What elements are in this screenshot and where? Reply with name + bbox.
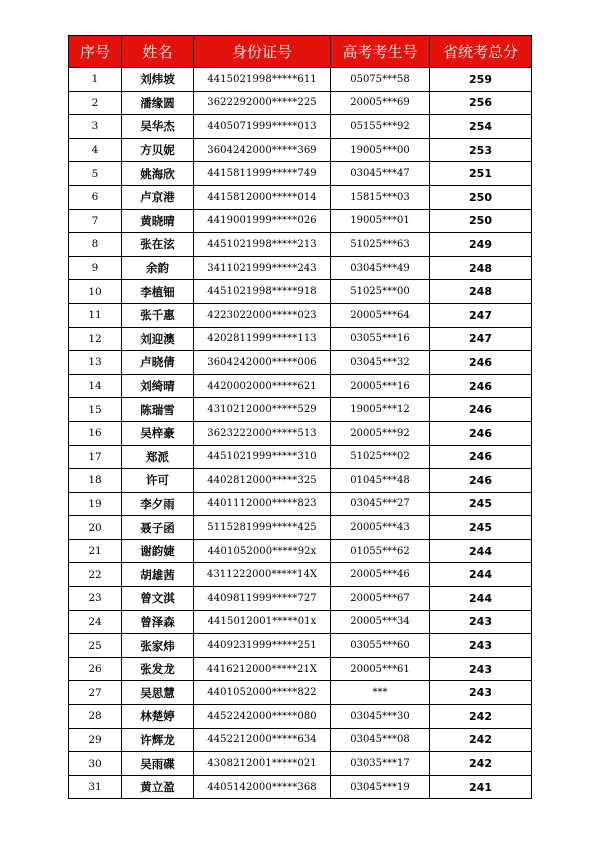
cell-name: 张家炜: [122, 634, 194, 658]
cell-id-card: 3623222000*****513: [194, 421, 331, 445]
cell-name: 黄立盈: [122, 775, 194, 799]
cell-score: 247: [430, 327, 532, 351]
cell-exam-no: 51025***00: [331, 280, 430, 304]
table-header: [69, 36, 532, 68]
cell-exam-no: 20005***64: [331, 303, 430, 327]
table-row: [69, 775, 532, 799]
cell-score: 254: [430, 115, 532, 139]
cell-exam-no: 03045***32: [331, 351, 430, 375]
cell-name: 聂子函: [122, 516, 194, 540]
cell-seq: 5: [69, 162, 122, 186]
cell-seq: 15: [69, 398, 122, 422]
cell-exam-no: 20005***67: [331, 587, 430, 611]
cell-score: 253: [430, 138, 532, 162]
cell-seq: 19: [69, 492, 122, 516]
cell-exam-no: 03045***49: [331, 256, 430, 280]
cell-id-card: 4452242000*****080: [194, 705, 331, 729]
cell-name: 潘缘圆: [122, 91, 194, 115]
cell-seq: 9: [69, 256, 122, 280]
cell-exam-no: 01045***48: [331, 469, 430, 493]
table-row: [69, 752, 532, 776]
cell-exam-no: 05075***58: [331, 68, 430, 92]
cell-seq: 4: [69, 138, 122, 162]
cell-name: 吴雨碟: [122, 752, 194, 776]
cell-id-card: 4409811999*****727: [194, 587, 331, 611]
cell-name: 林楚婷: [122, 705, 194, 729]
score-sheet: [68, 35, 531, 799]
cell-seq: 28: [69, 705, 122, 729]
cell-name: 胡雄茜: [122, 563, 194, 587]
cell-score: 246: [430, 445, 532, 469]
table-row: [69, 398, 532, 422]
cell-id-card: 4451021998*****918: [194, 280, 331, 304]
cell-score: 242: [430, 728, 532, 752]
cell-seq: 18: [69, 469, 122, 493]
cell-exam-no: 19005***00: [331, 138, 430, 162]
cell-name: 张在泫: [122, 233, 194, 257]
cell-score: 256: [430, 91, 532, 115]
cell-id-card: 4402812000*****325: [194, 469, 331, 493]
cell-exam-no: 20005***34: [331, 610, 430, 634]
header-name: 姓名: [122, 36, 194, 68]
cell-seq: 8: [69, 233, 122, 257]
table-row: [69, 115, 532, 139]
cell-score: 243: [430, 657, 532, 681]
cell-seq: 10: [69, 280, 122, 304]
cell-exam-no: 03045***30: [331, 705, 430, 729]
cell-exam-no: 20005***69: [331, 91, 430, 115]
table-row: [69, 303, 532, 327]
cell-exam-no: 51025***63: [331, 233, 430, 257]
cell-name: 陈瑞雪: [122, 398, 194, 422]
cell-id-card: 4420002000*****621: [194, 374, 331, 398]
cell-id-card: 4415021998*****611: [194, 68, 331, 92]
cell-seq: 1: [69, 68, 122, 92]
cell-score: 244: [430, 563, 532, 587]
cell-id-card: 4223022000*****023: [194, 303, 331, 327]
cell-name: 卢京港: [122, 185, 194, 209]
cell-seq: 26: [69, 657, 122, 681]
cell-seq: 3: [69, 115, 122, 139]
cell-score: 259: [430, 68, 532, 92]
cell-score: 246: [430, 421, 532, 445]
cell-exam-no: 01055***62: [331, 539, 430, 563]
cell-score: 245: [430, 516, 532, 540]
cell-name: 吴华杰: [122, 115, 194, 139]
cell-id-card: 4451021999*****310: [194, 445, 331, 469]
cell-score: 244: [430, 539, 532, 563]
cell-id-card: 4451021998*****213: [194, 233, 331, 257]
cell-score: 243: [430, 681, 532, 705]
cell-seq: 16: [69, 421, 122, 445]
cell-score: 246: [430, 351, 532, 375]
cell-name: 刘迎澳: [122, 327, 194, 351]
cell-exam-no: 03045***19: [331, 775, 430, 799]
header-row: [69, 36, 532, 68]
cell-exam-no: 20005***46: [331, 563, 430, 587]
table-row: [69, 421, 532, 445]
cell-seq: 7: [69, 209, 122, 233]
table-row: [69, 705, 532, 729]
cell-id-card: 4202811999*****113: [194, 327, 331, 351]
cell-exam-no: 20005***16: [331, 374, 430, 398]
cell-seq: 22: [69, 563, 122, 587]
table-row: [69, 539, 532, 563]
cell-name: 吴思慧: [122, 681, 194, 705]
cell-score: 243: [430, 634, 532, 658]
cell-id-card: 3604242000*****369: [194, 138, 331, 162]
table-row: [69, 138, 532, 162]
cell-id-card: 4308212001*****021: [194, 752, 331, 776]
cell-exam-no: 05155***92: [331, 115, 430, 139]
table-row: [69, 327, 532, 351]
cell-exam-no: 03045***47: [331, 162, 430, 186]
cell-exam-no: 03055***60: [331, 634, 430, 658]
cell-seq: 11: [69, 303, 122, 327]
cell-exam-no: 20005***92: [331, 421, 430, 445]
table-row: [69, 587, 532, 611]
cell-id-card: 3604242000*****006: [194, 351, 331, 375]
cell-name: 曾泽森: [122, 610, 194, 634]
cell-id-card: 4405071999*****013: [194, 115, 331, 139]
cell-id-card: 4415012001*****01x: [194, 610, 331, 634]
header-seq: 序号: [69, 36, 122, 68]
cell-exam-no: 03055***16: [331, 327, 430, 351]
cell-score: 246: [430, 469, 532, 493]
table-row: [69, 185, 532, 209]
cell-exam-no: 19005***01: [331, 209, 430, 233]
cell-name: 刘绮晴: [122, 374, 194, 398]
cell-id-card: 4401052000*****822: [194, 681, 331, 705]
cell-score: 248: [430, 280, 532, 304]
table-row: [69, 516, 532, 540]
cell-seq: 29: [69, 728, 122, 752]
cell-name: 李夕雨: [122, 492, 194, 516]
table-row: [69, 563, 532, 587]
table-row: [69, 256, 532, 280]
cell-seq: 30: [69, 752, 122, 776]
table-row: [69, 728, 532, 752]
header-id-card: 身份证号: [194, 36, 331, 68]
cell-seq: 27: [69, 681, 122, 705]
cell-id-card: 4416212000*****21X: [194, 657, 331, 681]
cell-seq: 25: [69, 634, 122, 658]
cell-name: 黄晓晴: [122, 209, 194, 233]
cell-score: 247: [430, 303, 532, 327]
cell-name: 卢晓倩: [122, 351, 194, 375]
cell-name: 曾文淇: [122, 587, 194, 611]
table-row: [69, 681, 532, 705]
cell-id-card: 4311222000*****14X: [194, 563, 331, 587]
cell-id-card: 4415811999*****749: [194, 162, 331, 186]
cell-id-card: 4452212000*****634: [194, 728, 331, 752]
cell-exam-no: ***: [331, 681, 430, 705]
cell-id-card: 3411021999*****243: [194, 256, 331, 280]
cell-name: 张千惠: [122, 303, 194, 327]
cell-exam-no: 15815***03: [331, 185, 430, 209]
table-row: [69, 209, 532, 233]
cell-score: 251: [430, 162, 532, 186]
cell-name: 张发龙: [122, 657, 194, 681]
cell-exam-no: 19005***12: [331, 398, 430, 422]
cell-seq: 13: [69, 351, 122, 375]
table-row: [69, 634, 532, 658]
table-row: [69, 280, 532, 304]
cell-id-card: 4419001999*****026: [194, 209, 331, 233]
cell-score: 242: [430, 705, 532, 729]
cell-exam-no: 03035***17: [331, 752, 430, 776]
cell-score: 249: [430, 233, 532, 257]
cell-name: 方贝妮: [122, 138, 194, 162]
cell-name: 郑派: [122, 445, 194, 469]
cell-id-card: 4405142000*****368: [194, 775, 331, 799]
header-score: 省统考总分: [430, 36, 532, 68]
cell-exam-no: 20005***61: [331, 657, 430, 681]
cell-name: 余韵: [122, 256, 194, 280]
table-row: [69, 492, 532, 516]
cell-score: 250: [430, 209, 532, 233]
cell-seq: 20: [69, 516, 122, 540]
cell-exam-no: 20005***43: [331, 516, 430, 540]
cell-seq: 24: [69, 610, 122, 634]
cell-score: 248: [430, 256, 532, 280]
cell-score: 250: [430, 185, 532, 209]
cell-score: 242: [430, 752, 532, 776]
table-row: [69, 610, 532, 634]
cell-id-card: 4409231999*****251: [194, 634, 331, 658]
cell-id-card: 4401052000*****92x: [194, 539, 331, 563]
cell-score: 246: [430, 374, 532, 398]
cell-name: 姚海欣: [122, 162, 194, 186]
table-row: [69, 162, 532, 186]
cell-seq: 12: [69, 327, 122, 351]
cell-score: 244: [430, 587, 532, 611]
cell-name: 刘炜坡: [122, 68, 194, 92]
cell-seq: 2: [69, 91, 122, 115]
cell-name: 许辉龙: [122, 728, 194, 752]
cell-seq: 23: [69, 587, 122, 611]
cell-name: 吴梓豪: [122, 421, 194, 445]
cell-id-card: 5115281999*****425: [194, 516, 331, 540]
cell-exam-no: 03045***27: [331, 492, 430, 516]
cell-score: 245: [430, 492, 532, 516]
cell-seq: 14: [69, 374, 122, 398]
table-row: [69, 374, 532, 398]
table-row: [69, 657, 532, 681]
cell-seq: 17: [69, 445, 122, 469]
table-row: [69, 91, 532, 115]
cell-score: 243: [430, 610, 532, 634]
cell-id-card: 3622292000*****225: [194, 91, 331, 115]
cell-id-card: 4310212000*****529: [194, 398, 331, 422]
header-exam-no: 高考考生号: [331, 36, 430, 68]
table-row: [69, 445, 532, 469]
cell-name: 李植钿: [122, 280, 194, 304]
cell-name: 谢韵婕: [122, 539, 194, 563]
table-row: [69, 351, 532, 375]
cell-seq: 31: [69, 775, 122, 799]
cell-seq: 6: [69, 185, 122, 209]
cell-exam-no: 03045***08: [331, 728, 430, 752]
table-body: [69, 68, 532, 799]
table-row: [69, 68, 532, 92]
score-table: [68, 35, 532, 799]
cell-score: 246: [430, 398, 532, 422]
cell-id-card: 4401112000*****823: [194, 492, 331, 516]
cell-exam-no: 51025***02: [331, 445, 430, 469]
table-row: [69, 469, 532, 493]
cell-id-card: 4415812000*****014: [194, 185, 331, 209]
cell-seq: 21: [69, 539, 122, 563]
cell-score: 241: [430, 775, 532, 799]
cell-name: 许可: [122, 469, 194, 493]
table-row: [69, 233, 532, 257]
